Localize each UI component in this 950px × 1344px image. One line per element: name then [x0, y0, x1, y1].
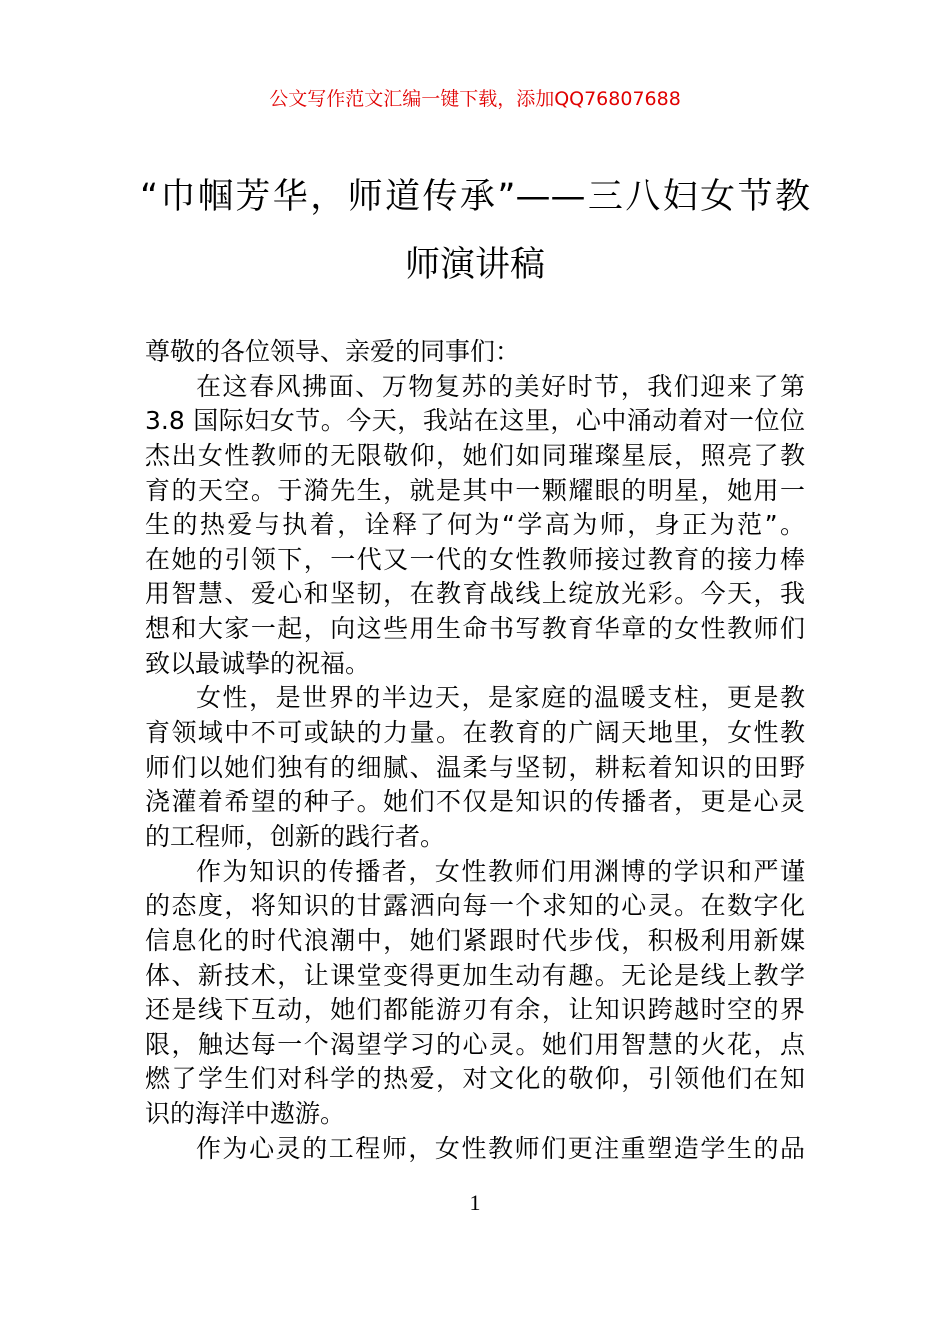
text-line: 育的天空。于漪先生，就是其中一颗耀眼的明星，她用一 — [145, 475, 805, 505]
text-line: 作为知识的传播者，女性教师们用渊博的学识和严谨 — [196, 856, 805, 886]
text-line: 体、新技术，让课堂变得更加生动有趣。无论是线上教学 — [145, 960, 805, 990]
text-line: 浇灌着希望的种子。她们不仅是知识的传播者，更是心灵 — [145, 787, 805, 817]
text-line: 在这春风拂面、万物复苏的美好时节，我们迎来了第 — [196, 371, 805, 401]
text-line: 杰出女性教师的无限敬仰，她们如同璀璨星辰，照亮了教 — [145, 440, 805, 470]
text-line: 作为心灵的工程师，女性教师们更注重塑造学生的品 — [196, 1133, 805, 1163]
download-notice-header: 公文写作范文汇编一键下载，添加QQ76807688 — [269, 88, 681, 110]
text-line: 限，触达每一个渴望学习的心灵。她们用智慧的火花，点 — [145, 1029, 805, 1059]
text-line: 还是线下互动，她们都能游刃有余，让知识跨越时空的界 — [145, 995, 805, 1025]
text-line: 燃了学生们对科学的热爱，对文化的敬仰，引领他们在知 — [145, 1064, 805, 1094]
text-line: 想和大家一起，向这些用生命书写教育华章的女性教师们 — [145, 614, 805, 644]
page-number: 1 — [469, 1190, 481, 1215]
text-line: 3.8 国际妇女节。今天，我站在这里，心中涌动着对一位位 — [145, 406, 805, 436]
text-line: 生的热爱与执着，诠释了何为“学高为师，身正为范”。 — [145, 510, 805, 540]
text-line: 识的海洋中遨游。 — [145, 1099, 346, 1129]
text-line: 用智慧、爱心和坚韧，在教育战线上绽放光彩。今天，我 — [145, 579, 805, 609]
document-title-line-1: “巾帼芳华，师道传承”——三八妇女节教 — [140, 177, 810, 217]
text-line: 致以最诚挚的祝福。 — [145, 648, 371, 678]
text-line: 师们以她们独有的细腻、温柔与坚韧，耕耘着知识的田野 — [145, 752, 805, 782]
text-line: 育领域中不可或缺的力量。在教育的广阔天地里，女性教 — [145, 718, 805, 748]
text-line: 的工程师，创新的践行者。 — [145, 821, 446, 851]
text-line: 信息化的时代浪潮中，她们紧跟时代步伐，积极利用新媒 — [145, 925, 805, 955]
text-line: 在她的引领下，一代又一代的女性教师接过教育的接力棒 — [145, 544, 805, 574]
text-line: 的态度，将知识的甘露洒向每一个求知的心灵。在数字化 — [145, 891, 805, 921]
document-title-line-2: 师演讲稿 — [404, 245, 545, 285]
text-line: 女性，是世界的半边天，是家庭的温暖支柱，更是教 — [196, 683, 805, 713]
document-body — [145, 335, 805, 1166]
text-line: 尊敬的各位领导、亲爱的同事们： — [145, 337, 521, 366]
